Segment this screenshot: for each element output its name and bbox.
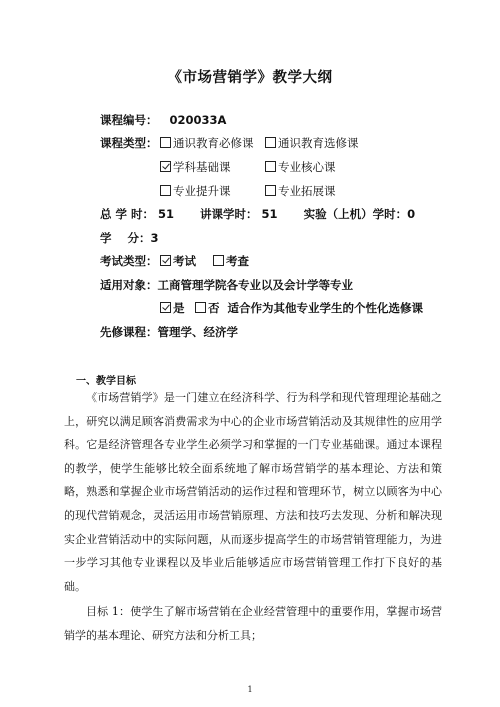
option-label: 专业核心课 bbox=[278, 160, 336, 174]
course-type-option[interactable] bbox=[160, 183, 231, 199]
lecture-hours-value: 51 bbox=[261, 207, 278, 221]
course-type-option[interactable] bbox=[160, 159, 231, 175]
checkbox-icon bbox=[213, 255, 224, 266]
course-code-row bbox=[100, 112, 226, 128]
hours-row bbox=[100, 206, 415, 222]
prerequisite-label: 先修课程： bbox=[100, 325, 158, 339]
checked-checkbox-icon bbox=[160, 302, 171, 313]
checkbox-icon bbox=[195, 302, 206, 313]
audience-value: 工商管理学院各专业以及会计学等专业 bbox=[157, 278, 353, 292]
document-title: 《市场营销学》教学大纲 bbox=[167, 70, 333, 86]
page-number: 1 bbox=[247, 685, 253, 694]
audience-label: 适用对象： bbox=[100, 278, 158, 292]
course-type-option[interactable] bbox=[265, 159, 336, 175]
course-type-option[interactable] bbox=[265, 183, 336, 199]
option-label: 是 bbox=[173, 301, 185, 315]
course-code-value: 020033A bbox=[169, 113, 227, 127]
course-type-option[interactable] bbox=[265, 135, 359, 151]
option-label: 专业拓展课 bbox=[278, 184, 336, 198]
course-type-option[interactable] bbox=[160, 135, 254, 151]
option-label: 考查 bbox=[226, 254, 249, 268]
audience-row bbox=[100, 277, 353, 293]
option-label: 否 bbox=[208, 301, 220, 315]
checked-checkbox-icon bbox=[160, 161, 171, 172]
elective-note: 适合作为其他专业学生的个性化选修课 bbox=[227, 301, 424, 315]
checkbox-icon bbox=[265, 161, 276, 172]
paragraph-objectives: 《市场营销学》是一门建立在经济科学、行为科学和现代管理理论基础之上，研究以满足顾客消费需求为中心的企业市场营销活动及其规律性的应用学科。它是经济管理各专业学生必须学习和掌握的一门专业基础课。通过本课程的教学，使学生能够比较全面系统地了解市场营销学的基本理论、方法和策略，熟悉和掌握企业市场营销活动的运作过程和管理环节，树立以顾客为中心的现代营销观念，灵活运用市场营销原理、方法和技巧去发现、分析和解决现实企业营销活动中的实际问题，从而逐步提高学生的市场营销管理能力，为进一步学习其他专业课程以及毕业后能够适应市场营销管理工作打下良好的基础。 bbox=[64, 391, 442, 593]
lab-hours-label: 实验（上机）学时： bbox=[303, 207, 408, 221]
checkbox-icon bbox=[265, 137, 276, 148]
course-code-label: 课程编号： bbox=[100, 113, 158, 127]
lab-hours-value: 0 bbox=[407, 207, 416, 221]
checked-checkbox-icon bbox=[160, 255, 171, 266]
exam-type-option[interactable] bbox=[160, 253, 196, 269]
option-label: 学科基础课 bbox=[173, 160, 231, 174]
option-label: 专业提升课 bbox=[173, 184, 231, 198]
lecture-hours-label: 讲课学时： bbox=[200, 207, 258, 221]
checkbox-icon bbox=[160, 185, 171, 196]
checkbox-icon bbox=[160, 137, 171, 148]
course-type-label: 课程类型： bbox=[100, 136, 158, 150]
option-label: 通识教育必修课 bbox=[173, 136, 254, 150]
option-label: 通识教育选修课 bbox=[278, 136, 359, 150]
prerequisite-value: 管理学、经济学 bbox=[157, 325, 238, 339]
exam-type-option[interactable] bbox=[213, 253, 249, 269]
total-hours-label: 总 学 时： bbox=[100, 207, 155, 221]
credits-value: 3 bbox=[150, 231, 159, 245]
prerequisite-row bbox=[100, 324, 238, 340]
total-hours-value: 51 bbox=[158, 207, 175, 221]
checkbox-icon bbox=[265, 185, 276, 196]
elective-no-option[interactable] bbox=[195, 300, 423, 316]
credits-row bbox=[100, 230, 159, 246]
paragraph-goal-1: 目标 1：使学生了解市场营销在企业经营管理中的重要作用，掌握市场营销学的基本理论、研究方法和分析工具； bbox=[64, 605, 442, 642]
section-heading: 一、教学目标 bbox=[76, 376, 136, 387]
credits-label: 学 分： bbox=[100, 231, 151, 245]
exam-type-label: 考试类型： bbox=[100, 254, 158, 268]
elective-yes-option[interactable] bbox=[160, 300, 185, 316]
option-label: 考试 bbox=[173, 254, 196, 268]
